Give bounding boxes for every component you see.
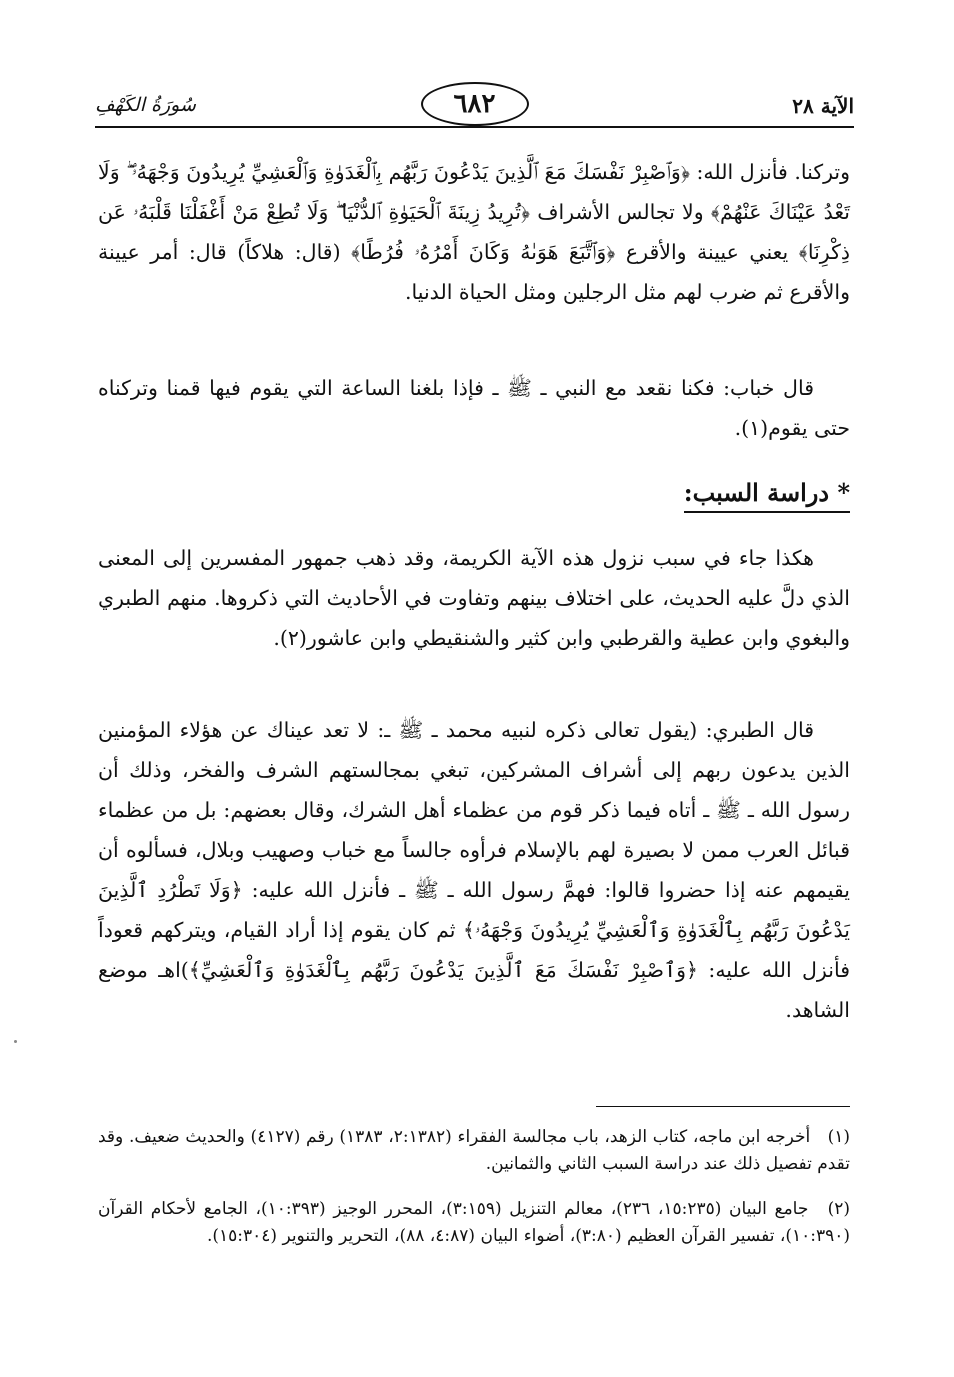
footnote-divider bbox=[596, 1106, 850, 1107]
header-divider bbox=[95, 126, 854, 128]
paragraph-text: وتركنا. فأنزل الله: ﴿وَٱصْبِرْ نَفْسَكَ مَعَ ٱلَّذِينَ يَدْعُونَ رَبَّهُم بِٱلْغَدَوٰةِ وَٱلْعَشِيِّ يُرِيدُونَ وَجْهَهُۥ ۖ وَلَا تَعْدُ عَيْنَاكَ عَنْهُمْ﴾ ولا تجالس الأشراف ﴿تُرِيدُ زِينَةَ ٱلْحَيَوٰةِ ٱلدُّنْيَا ۖ وَلَا تُطِعْ مَنْ أَغْفَلْنَا قَلْبَهُۥ عَن ذِكْرِنَا﴾ يعني عيينة والأقرع ﴿وَٱتَّبَعَ هَوَىٰهُ وَكَانَ أَمْرُهُۥ فُرُطًا﴾ (قال: هلاكاً) قال: أمر عيينة والأقرع ثم ضرب لهم مثل الرجلين ومثل الحياة الدنيا. bbox=[98, 160, 850, 304]
footnote-text: جامع البيان (١٥:٢٣٥، ٢٣٦)، معالم التنزيل (٣:١٥٩)، المحرر الوجيز (١٠:٣٩٣)، الجامع لأحكام القرآن (١٠:٣٩٠)، تفسير القرآن العظيم (٣:٨٠)، أضواء البيان (٤:٨٧، ٨٨)، التحرير والتنوير (١٥:٣٠٤). bbox=[98, 1199, 850, 1246]
paragraph-text: هكذا جاء في سبب نزول هذه الآية الكريمة، وقد ذهب جمهور المفسرين إلى المعنى الذي دلَّ عليه الحديث، على اختلاف بينهم وتفاوت في الأحاديث التي ذكروها. منهم الطبري والبغوي وابن عطية والقرطبي وابن كثير والشنقيطي وابن عاشور(٢). bbox=[98, 546, 850, 650]
footnote-number: (١) bbox=[827, 1127, 850, 1147]
footnote-1 bbox=[98, 1124, 850, 1178]
page-number: ٦٨٢ bbox=[421, 82, 529, 126]
section-heading bbox=[684, 478, 850, 507]
footnote-2 bbox=[98, 1196, 850, 1250]
section-heading-text: * دراسة السبب: bbox=[684, 478, 850, 513]
paragraph-hadith-continuation bbox=[98, 152, 850, 312]
paragraph-tabari-quote bbox=[98, 710, 850, 1030]
paragraph-text: قال خباب: فكنا نقعد مع النبي ـ ﷺ ـ فإذا بلغنا الساعة التي يقوم فيها قمنا وتركناه حتى يقوم(١). bbox=[98, 376, 850, 440]
footnote-text: أخرجه ابن ماجه، كتاب الزهد، باب مجالسة الفقراء (٢:١٣٨٢، ١٣٨٣) رقم (٤١٢٧) والحديث ضعيف. وقد تقدم تفصيل ذلك عند دراسة السبب الثاني والثمانين. bbox=[98, 1127, 850, 1174]
footnote-number: (٢) bbox=[827, 1199, 851, 1219]
verse-label: الآية ٢٨ bbox=[792, 94, 854, 118]
page-header bbox=[95, 82, 854, 128]
paragraph-text: قال الطبري: (يقول تعالى ذكره لنبيه محمد ـ ﷺ ـ: لا تعد عيناك عن هؤلاء المؤمنين الذين يدعون ربهم إلى أشراف المشركين، تبغي بمجالستهم الشرف والفخر، وذلك أن رسول الله ـ ﷺ ـ أتاه فيما ذكر قوم من عظماء أهل الشرك، وقال بعضهم: بل من عظماء قبائل العرب ممن لا بصيرة لهم بالإسلام فرأوه جالساً مع خباب وصهيب وبلال، فسألوه أن يقيمهم عنه إذا حضروا قالوا: فهمَّ رسول الله ـ ﷺ ـ فأنزل الله عليه: ﴿وَلَا تَطْرُدِ ٱلَّذِينَ يَدْعُونَ رَبَّهُم بِٱلْغَدَوٰةِ وَٱلْعَشِيِّ يُرِيدُونَ وَجْهَهُۥ﴾ ثم كان يقوم إذا أراد القيام، ويتركهم قعوداً فأنزل الله عليه: ﴿وَٱصْبِرْ نَفْسَكَ مَعَ ٱلَّذِينَ يَدْعُونَ رَبَّهُم بِٱلْغَدَوٰةِ وَٱلْعَشِيِّ﴾)اهـ موضع الشاهد. bbox=[98, 718, 850, 1022]
scan-speck bbox=[14, 1040, 17, 1043]
surah-name: سُورَةُ الكَهْفِ bbox=[95, 94, 196, 116]
paragraph-study bbox=[98, 538, 850, 658]
paragraph-khabbab bbox=[98, 368, 850, 448]
